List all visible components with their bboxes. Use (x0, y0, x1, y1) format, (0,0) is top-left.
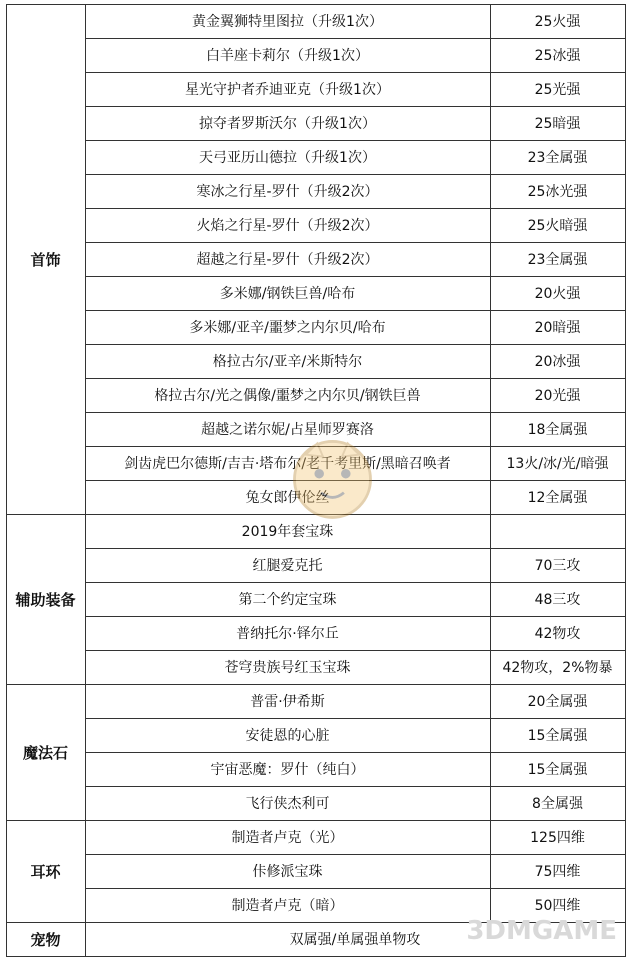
item-value-cell (490, 514, 625, 548)
item-name-cell: 黄金翼狮特里图拉（升级1次） (192, 14, 383, 30)
table-grid-line (85, 786, 626, 787)
table-grid-line (625, 684, 626, 820)
table-grid-line (6, 514, 7, 684)
item-name-cell: 飞行侠杰利可 (245, 796, 330, 812)
item-name-cell: 兔女郎伊伦丝 (245, 490, 330, 506)
table-grid-line (6, 922, 7, 956)
category-label: 首饰 (30, 250, 61, 269)
item-name-cell: 格拉古尔/光之偶像/噩梦之内尔贝/钢铁巨兽 (154, 388, 421, 404)
table-grid-line (85, 752, 626, 753)
item-value-cell: 50四维 (534, 898, 581, 914)
item-name-cell: 剑齿虎巴尔德斯/吉吉·塔布尔/老千考里斯/黑暗召唤者 (124, 456, 451, 472)
item-value-cell: 20暗强 (534, 320, 581, 336)
item-name-cell: 掠夺者罗斯沃尔（升级1次） (199, 116, 376, 132)
table-grid-line (85, 684, 86, 820)
table-grid-line (85, 276, 626, 277)
item-value-cell: 125四维 (530, 830, 585, 846)
table-grid-line (490, 684, 491, 820)
item-name-cell: 红腿爱克托 (252, 558, 323, 574)
table-grid-line (85, 616, 626, 617)
item-value-cell: 15全属强 (527, 728, 588, 744)
item-name-cell: 火焰之行星-罗什（升级2次） (196, 218, 379, 234)
table-grid-line (85, 140, 626, 141)
table-grid-line (85, 242, 626, 243)
table-grid-line (85, 718, 626, 719)
mascot-icon (285, 430, 380, 525)
category-label: 辅助装备 (15, 590, 76, 609)
item-value-cell: 42物攻 (534, 626, 581, 642)
table-grid-line (85, 582, 626, 583)
merged-value-cell: 双属强/单属强单物攻 (289, 932, 421, 948)
table-grid-line (85, 72, 626, 73)
table-grid-line (85, 106, 626, 107)
item-name-cell: 宇宙恶魔：罗什（纯白） (210, 762, 365, 778)
category-label: 魔法石 (22, 743, 68, 762)
item-name-cell: 格拉古尔/亚辛/米斯特尔 (212, 354, 363, 370)
item-value-cell: 20火强 (534, 286, 581, 302)
item-value-cell: 70三攻 (534, 558, 581, 574)
item-value-cell: 18全属强 (527, 422, 588, 438)
table-grid-line (625, 514, 626, 684)
item-value-cell: 12全属强 (527, 490, 588, 506)
item-name-cell: 多米娜/钢铁巨兽/哈布 (219, 286, 356, 302)
table-grid-line (6, 684, 7, 820)
item-name-cell: 第二个约定宝珠 (238, 592, 337, 608)
item-value-cell: 13火/冰/光/暗强 (506, 456, 609, 472)
item-value-cell: 42物攻，2%物暴 (502, 660, 613, 676)
item-name-cell: 超越之诺尔妮/占星师罗赛洛 (201, 422, 374, 438)
item-value-cell: 15全属强 (527, 762, 588, 778)
item-name-cell: 白羊座卡莉尔（升级1次） (206, 48, 369, 64)
table-grid-line (85, 4, 86, 514)
item-name-cell: 安徒恩的心脏 (245, 728, 330, 744)
item-name-cell: 多米娜/亚辛/噩梦之内尔贝/哈布 (189, 320, 386, 336)
table-grid-line (6, 820, 7, 922)
item-name-cell: 制造者卢克（光） (231, 830, 344, 846)
table-grid-line (490, 4, 491, 514)
item-name-cell: 制造者卢克（暗） (231, 898, 344, 914)
item-name-cell: 苍穹贵族号红玉宝珠 (224, 660, 351, 676)
table-grid-line (85, 378, 626, 379)
table-grid-line (6, 4, 7, 514)
item-value-cell: 20冰强 (534, 354, 581, 370)
table-grid-line (85, 38, 626, 39)
item-value-cell: 75四维 (534, 864, 581, 880)
watermark-logo: 3DMGAME (466, 916, 617, 946)
table-grid-line (85, 820, 86, 922)
table-grid-line (85, 854, 626, 855)
item-value-cell: 20光强 (534, 388, 581, 404)
item-name-cell: 普雷·伊希斯 (250, 694, 325, 710)
category-label: 耳环 (30, 862, 61, 881)
item-value-cell: 25冰强 (534, 48, 581, 64)
item-value-cell: 25火强 (534, 14, 581, 30)
table-grid-line (85, 514, 86, 684)
item-value-cell: 25火暗强 (527, 218, 588, 234)
table-grid-line (85, 174, 626, 175)
item-name-cell: 星光守护者乔迪亚克（升级1次） (185, 82, 390, 98)
table-grid-line (85, 344, 626, 345)
table-grid-line (85, 650, 626, 651)
item-name-cell: 天弓亚历山德拉（升级1次） (199, 150, 376, 166)
table-grid-line (85, 922, 86, 956)
item-value-cell: 23全属强 (527, 252, 588, 268)
item-name-cell: 佧修派宝珠 (252, 864, 323, 880)
item-name-cell: 超越之行星-罗什（升级2次） (196, 252, 379, 268)
item-value-cell: 23全属强 (527, 150, 588, 166)
item-name-cell: 寒冰之行星-罗什（升级2次） (196, 184, 379, 200)
item-value-cell: 25暗强 (534, 116, 581, 132)
item-value-cell: 48三攻 (534, 592, 581, 608)
item-name-cell: 2019年套宝珠 (241, 524, 334, 540)
table-grid-line (625, 4, 626, 514)
item-value-cell: 8全属强 (532, 796, 583, 812)
table-grid-line (85, 412, 626, 413)
item-name-cell: 普纳托尔·铎尔丘 (236, 626, 339, 642)
item-value-cell: 20全属强 (527, 694, 588, 710)
watermark (417, 868, 627, 958)
item-value-cell: 25光强 (534, 82, 581, 98)
category-label: 宠物 (30, 930, 61, 949)
table-grid-line (85, 548, 626, 549)
item-value-cell: 25冰光强 (527, 184, 588, 200)
table-grid-line (85, 208, 626, 209)
table-grid-line (490, 514, 491, 684)
table-grid-line (85, 310, 626, 311)
